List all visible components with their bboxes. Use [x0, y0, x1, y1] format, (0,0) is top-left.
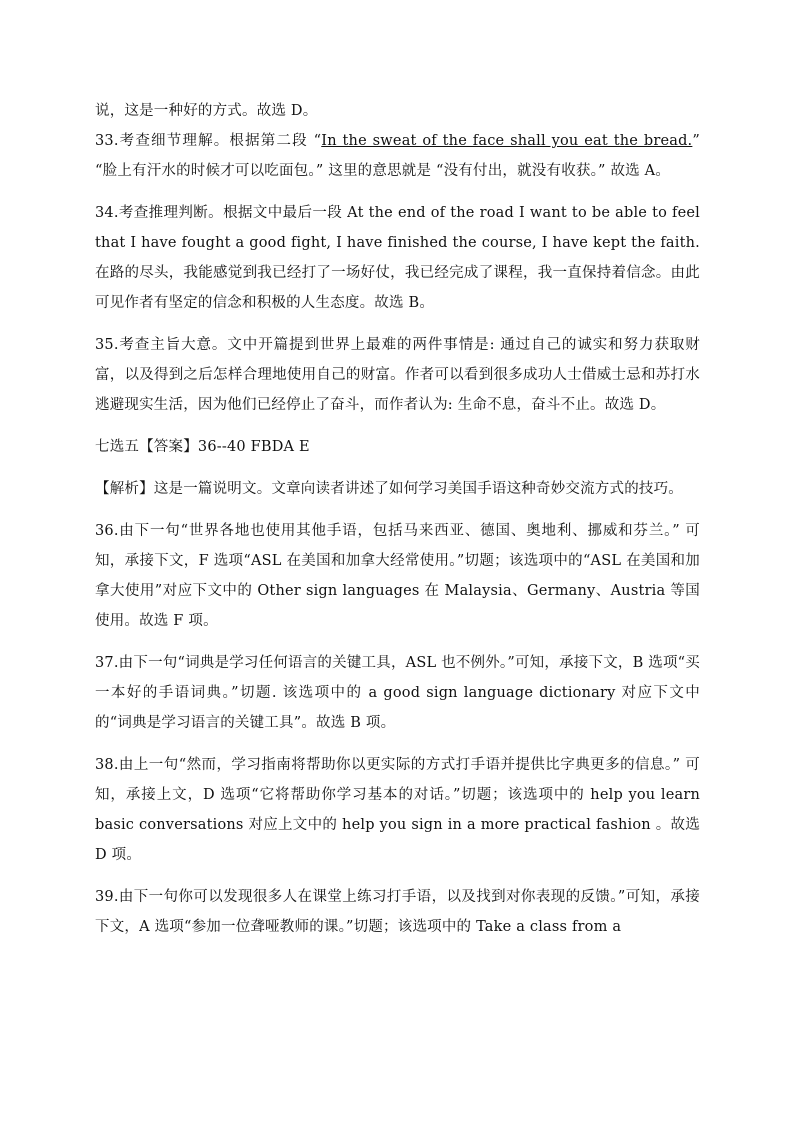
paragraph-q33 [95, 126, 700, 186]
paragraph-gap [95, 186, 700, 198]
paragraph-gap [95, 420, 700, 432]
paragraph-q36: 36.由下一句“世界各地也使用其他手语，包括马来西亚、德国、奥地利、挪威和芬兰。” 可知，承接下文，F 选项“ASL 在美国和加拿大经常使用。”切题；该选项中的“ASL 在美国和加拿大使用”对应下文中的 Other sign languages 在 Malaysia、Germany、Austria 等国使用。故选 F 项。 [95, 523, 700, 629]
q33-text-after: ” “脸上有汗水的时候才可以吃面包。” 这里的意思就是 “没有付出，就没有收获。” 故选 A。 [95, 133, 700, 179]
paragraph-q39: 39.由下一句你可以发现很多人在课堂上练习打手语，以及找到对你表现的反馈。”可知，承接下文，A 选项“参加一位聋哑教师的课。”切题；该选项中的 Take a class from a [95, 889, 700, 935]
paragraph-q35: 35.考查主旨大意。文中开篇提到世界上最难的两件事情是: 通过自己的诚实和努力获取财富，以及得到之后怎样合理地使用自己的财富。作者可以看到很多成功人士借威士忌和苏打水逃避现实生活，因为他们已经停止了奋斗，而作者认为: 生命不息，奋斗不止。故选 D。 [95, 337, 700, 413]
paragraph-gap [95, 738, 700, 750]
q33-text-before: 33.考查细节理解。根据第二段 “ [95, 133, 322, 149]
paragraph-gap [95, 870, 700, 882]
document-page [95, 96, 700, 942]
paragraph-continuation: 说，这是一种好的方式。故选 D。 [95, 103, 318, 119]
paragraph-gap [95, 636, 700, 648]
paragraph-q38: 38.由上一句“然而，学习指南将帮助你以更实际的方式打手语并提供比字典更多的信息。” 可知，承接上文，D 选项“它将帮助你学习基本的对话。”切题；该选项中的 help you learn basic conversations 对应上文中的 help you sign in a more practical fashion 。故选 D 项。 [95, 757, 700, 863]
paragraph-analysis: 【解析】这是一篇说明文。文章向读者讲述了如何学习美国手语这种奇妙交流方式的技巧。 [95, 481, 683, 497]
paragraph-q34: 34.考查推理判断。根据文中最后一段 At the end of the road I want to be able to feel that I have fought a good fight, I have finished the course, I have kept the faith. 在路的尽头，我能感觉到我已经打了一场好仗，我已经完成了课程，我一直保持着信念。由此可见作者有坚定的信念和积极的人生态度。故选 B。 [95, 205, 700, 311]
paragraph-gap [95, 504, 700, 516]
paragraph-gap [95, 462, 700, 474]
paragraph-q37: 37.由下一句“词典是学习任何语言的关键工具，ASL 也不例外。”可知，承接下文，B 选项“买一本好的手语词典。”切题. 该选项中的 a good sign language dictionary 对应下文中的“词典是学习语言的关键工具”。故选 B 项。 [95, 655, 700, 731]
paragraph-gap [95, 318, 700, 330]
q33-underlined-quote: In the sweat of the face shall you eat the bread. [321, 133, 693, 149]
paragraph-answer-key: 七选五【答案】36--40 FBDA E [95, 439, 310, 455]
